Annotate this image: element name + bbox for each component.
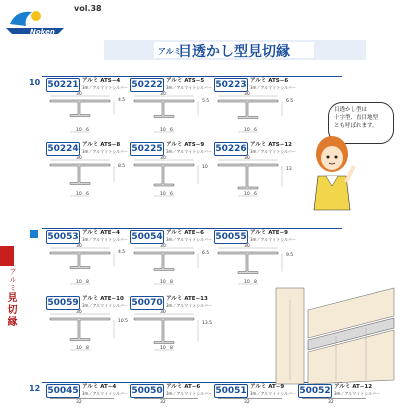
dimension-label: 30 <box>160 92 166 97</box>
product-spec: 3m／アルマイトシルバー <box>334 391 380 396</box>
product-name: アルミ ATS−5 <box>166 78 205 84</box>
dimension-label: 8 <box>86 280 89 285</box>
dimension-label: 4.5 <box>118 250 126 256</box>
product-code: 50053 <box>47 232 79 242</box>
dimension-label: 10 <box>76 192 82 197</box>
side-label-big: 見切縁 <box>5 292 16 328</box>
dimension-label: 30 <box>244 244 250 249</box>
dimension-label: 10 <box>76 128 82 133</box>
dimension-label: 6.5 <box>286 99 294 105</box>
dimension-label: 10 <box>244 280 250 285</box>
dimension-label: 10 <box>244 192 250 197</box>
product-code: 50054 <box>131 232 163 242</box>
dimension-label: 10 <box>202 165 208 170</box>
section-number: 12 <box>29 384 41 393</box>
dimension-label: 8 <box>86 346 89 351</box>
product-code: 50070 <box>131 298 163 308</box>
product-spec: 3m／アルマイトシルバー <box>250 85 296 90</box>
product-code: 50050 <box>131 386 163 396</box>
dimension-label: 13.5 <box>202 320 213 326</box>
dimension-label: 8.5 <box>118 164 126 170</box>
product-name: アルミ ATE−9 <box>250 230 288 236</box>
product-spec: 3m／アルマイトシルバー <box>82 149 128 154</box>
dimension-label: 30 <box>244 92 250 97</box>
product-code: 50223 <box>215 80 247 90</box>
dimension-line <box>302 398 366 399</box>
dimension-label: 30 <box>160 310 166 315</box>
dimension-label: 10 <box>160 192 166 197</box>
bubble-line: 目透かし型は <box>334 107 368 113</box>
product-spec: 3m／アルマイトシルバー <box>250 391 296 396</box>
product-spec: 3m／アルマイトシルバー <box>166 391 212 396</box>
building-illustration <box>276 280 396 390</box>
dimension-label: 4.5 <box>118 98 126 104</box>
product-code: 50226 <box>215 144 247 154</box>
dimension-label: 10 <box>76 280 82 285</box>
product-spec: 3m／アルマイトシルバー <box>250 237 296 242</box>
speech-bubble-text <box>334 106 390 130</box>
brand-name: Noken <box>30 28 55 36</box>
dimension-label: 6 <box>86 128 89 133</box>
product-name: アルミ ATS−6 <box>250 78 289 84</box>
dimension-label: 30 <box>76 156 82 161</box>
side-tab <box>0 246 14 266</box>
product-spec: 3m／アルマイトシルバー <box>250 149 296 154</box>
product-code: 50059 <box>47 298 79 308</box>
product-name: アルミ ATE−6 <box>166 230 204 236</box>
product-code: 50045 <box>47 386 79 396</box>
product-name: アルミ ATE−13 <box>166 296 208 302</box>
product-name: アルミ ATE−10 <box>82 296 124 302</box>
dimension-label: 30 <box>160 156 166 161</box>
product-code: 50052 <box>299 386 331 396</box>
dimension-label: 6 <box>254 128 257 133</box>
dimension-label: 32 <box>160 400 166 405</box>
side-label-small: アルミ <box>9 268 17 292</box>
character-illustration <box>302 132 362 212</box>
product-code: 50225 <box>131 144 163 154</box>
dimension-label: 6.5 <box>202 251 210 257</box>
dimension-label: 30 <box>160 244 166 249</box>
product-code: 50222 <box>131 80 163 90</box>
dimension-label: 30 <box>76 244 82 249</box>
product-name: アルミ ATS−8 <box>82 142 121 148</box>
product-code: 50051 <box>215 386 247 396</box>
dimension-label: 30 <box>76 310 82 315</box>
product-name: アルミ ATS−12 <box>250 142 292 148</box>
dimension-label: 10 <box>76 346 82 351</box>
dimension-label: 32 <box>76 400 82 405</box>
product-spec: 3m／アルマイトシルバー <box>82 391 128 396</box>
product-name: アルミ AT−12 <box>334 384 373 390</box>
dimension-label: 9.5 <box>286 252 294 258</box>
section-divider <box>42 76 342 77</box>
product-code: 50221 <box>47 80 79 90</box>
dimension-label: 8 <box>254 280 257 285</box>
section-number: 10 <box>29 78 41 87</box>
dimension-label: 5.5 <box>202 98 210 104</box>
product-name: アルミ ATS−4 <box>82 78 121 84</box>
dimension-label: 6 <box>170 192 173 197</box>
product-name: アルミ AT−9 <box>250 384 285 390</box>
dimension-label: 8 <box>170 280 173 285</box>
dimension-label: 10 <box>160 280 166 285</box>
product-spec: 3m／アルマイトシルバー <box>82 85 128 90</box>
product-spec: 3m／アルマイトシルバー <box>166 303 212 308</box>
product-spec: 3m／アルマイトシルバー <box>82 303 128 308</box>
dimension-line <box>134 398 198 399</box>
dimension-line <box>218 398 282 399</box>
dimension-label: 6 <box>170 128 173 133</box>
dimension-label: 6 <box>254 192 257 197</box>
dimension-label: 32 <box>244 400 250 405</box>
page-title: 目透かし型見切縁 <box>178 44 290 60</box>
section-marker <box>30 230 38 238</box>
volume-number: vol.38 <box>74 4 102 13</box>
dimension-label: 10 <box>160 346 166 351</box>
dimension-label: 32 <box>328 400 334 405</box>
product-code: 50055 <box>215 232 247 242</box>
dimension-label: 10 <box>160 128 166 133</box>
dimension-label: 8 <box>170 346 173 351</box>
product-name: アルミ ATS−9 <box>166 142 205 148</box>
product-name: アルミ AT−6 <box>166 384 201 390</box>
dimension-label: 13 <box>286 166 292 172</box>
bubble-line: とも呼ばれます。 <box>334 123 378 129</box>
product-spec: 3m／アルマイトシルバー <box>166 85 212 90</box>
section-divider <box>42 228 342 229</box>
dimension-line <box>50 398 114 399</box>
dimension-label: 10 <box>244 128 250 133</box>
bubble-line: 十字型、直目地型 <box>334 115 379 121</box>
dimension-label: 6 <box>86 192 89 197</box>
product-code: 50224 <box>47 144 79 154</box>
product-spec: 3m／アルマイトシルバー <box>166 237 212 242</box>
dimension-label: 30 <box>244 156 250 161</box>
dimension-label: 30 <box>76 92 82 97</box>
product-name: アルミ ATE−4 <box>82 230 120 236</box>
product-name: アルミ AT−4 <box>82 384 117 390</box>
product-spec: 3m／アルマイトシルバー <box>166 149 212 154</box>
title-prefix: アルミ <box>158 47 182 56</box>
product-spec: 3m／アルマイトシルバー <box>82 237 128 242</box>
dimension-label: 10.5 <box>118 319 129 325</box>
